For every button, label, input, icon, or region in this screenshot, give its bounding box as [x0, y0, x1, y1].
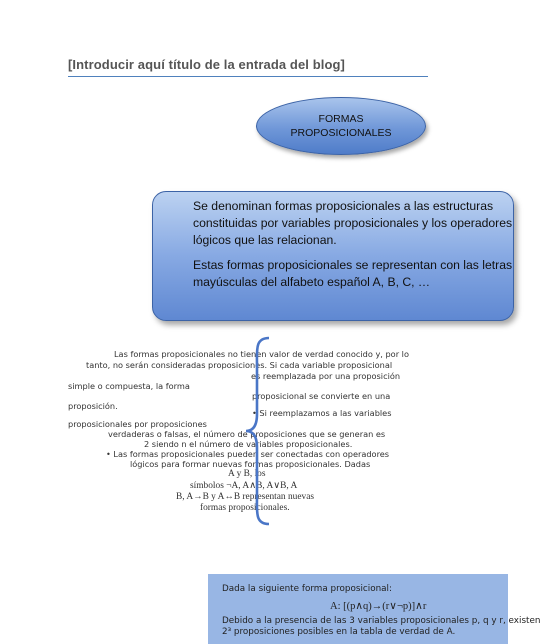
problem-formula: A: [(p∧q)→(r∨¬p)]∧r	[330, 601, 427, 612]
body-line: formas proposicionales.	[200, 503, 290, 513]
body-line: proposicional se convierte en una	[252, 391, 391, 401]
problem-note-line: Debido a la presencia de las 3 variables proposicionales p, q y r, existen	[222, 616, 540, 626]
body-line: símbolos ¬A, A∧B, A∨B, A	[190, 481, 298, 491]
body-line: Las formas proposicionales no tienen valor de verdad conocido y, por lo	[114, 349, 409, 359]
body-line: simple o compuesta, la forma	[68, 381, 190, 391]
body-line: es reemplazada por una proposición	[251, 371, 401, 381]
body-line: 2 siendo n el número de variables proposicionales.	[144, 439, 353, 449]
problem-note-line: 2³ proposiciones posibles en la tabla de verdad de A.	[222, 627, 456, 637]
body-line: • Si reemplazamos a las variables	[252, 408, 392, 418]
oval-line-1: FORMAS	[318, 113, 364, 125]
body-line: lógicos para formar nuevas formas proposicionales. Dadas	[130, 459, 371, 469]
definition-line: mayúsculas del alfabeto español A, B, C, …	[193, 275, 431, 289]
problem-note	[222, 616, 540, 638]
body-line: • Las formas proposicionales pueden ser conectadas con operadores	[106, 449, 390, 459]
curly-brace-icon	[243, 336, 273, 526]
definition-line: Estas formas proposicionales se representan con las letras	[193, 258, 513, 272]
definition-text	[193, 198, 513, 299]
body-line: A y B, los	[228, 469, 266, 479]
body-line: proposición.	[68, 401, 118, 411]
problem-lead: Dada la siguiente forma proposicional:	[222, 584, 392, 594]
definition-line: constituidas por variables proposicionales y los operadores	[193, 216, 513, 230]
oval-line-2: PROPOSICIONALES	[290, 127, 392, 139]
body-line: verdaderas o falsas, el número de proposiciones que se generan es	[108, 429, 386, 439]
blog-post-title: [Introducir aquí título de la entrada del blog]	[68, 57, 345, 72]
body-line: B, A→B y A↔B representan nuevas	[176, 492, 315, 502]
body-line: proposicionales por proposiciones	[68, 419, 207, 429]
title-underline	[68, 76, 428, 77]
definition-line: lógicos que las relacionan.	[193, 233, 337, 247]
formas-proposicionales-oval	[256, 97, 426, 155]
definition-line: Se denominan formas proposicionales a las estructuras	[193, 199, 494, 213]
body-line: tanto, no serán consideradas proposiciones. Si cada variable proposicional	[86, 360, 393, 370]
